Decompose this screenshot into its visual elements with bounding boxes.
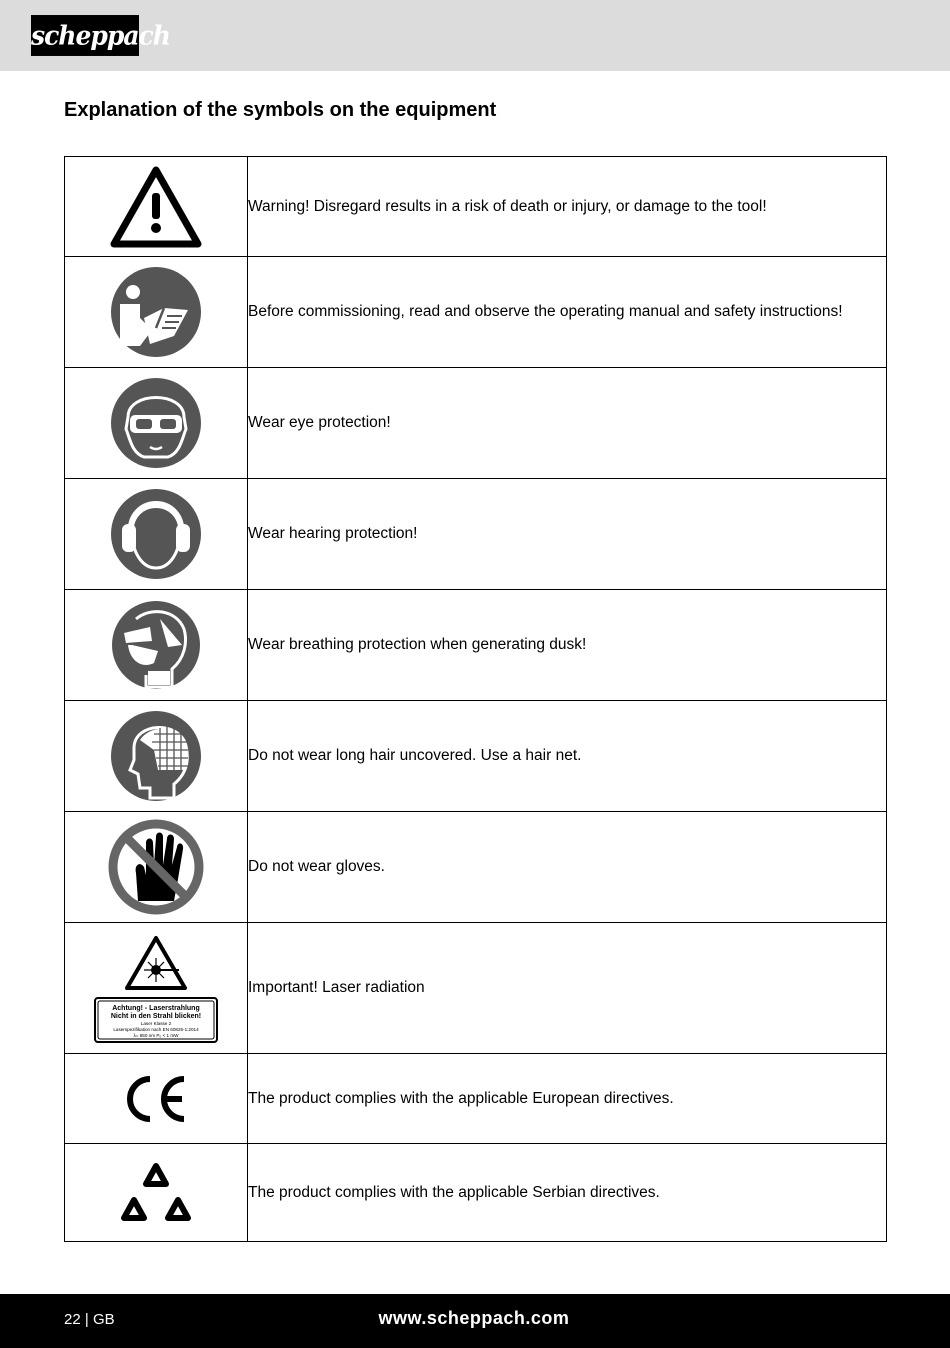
table-row	[65, 157, 887, 257]
serbian-conformity-icon	[118, 1160, 194, 1226]
table-row	[65, 1144, 887, 1242]
table-row	[65, 479, 887, 590]
table-row	[65, 1054, 887, 1144]
table-row	[65, 368, 887, 479]
page-header	[0, 0, 950, 71]
symbol-description: Warning! Disregard results in a risk of death or injury, or damage to the tool!	[248, 157, 887, 257]
laser-label-line: Laserspezifikation nach EN 60825-1:2014	[113, 1027, 199, 1032]
table-row	[65, 590, 887, 701]
symbol-description: Before commissioning, read and observe the operating manual and safety instructions!	[248, 257, 887, 368]
symbol-description: Do not wear long hair uncovered. Use a hair net.	[248, 701, 887, 812]
read-manual-icon	[110, 266, 202, 358]
table-row	[65, 701, 887, 812]
symbol-description: The product complies with the applicable European directives.	[248, 1054, 887, 1144]
laser-label-line: λ= 650 nm P₀ < 1 mW	[133, 1033, 179, 1038]
table-row	[65, 812, 887, 923]
table-row	[65, 257, 887, 368]
hearing-protection-icon	[110, 488, 202, 580]
page-footer	[0, 1294, 950, 1348]
page-title: Explanation of the symbols on the equipment	[64, 99, 497, 121]
laser-label-line: Nicht in den Strahl blicken!	[110, 1013, 202, 1020]
breathing-protection-icon	[110, 599, 202, 691]
symbol-description: Wear breathing protection when generating dusk!	[248, 590, 887, 701]
page-number: 22 | GB	[64, 1311, 115, 1328]
laser-warning-icon	[91, 932, 221, 1044]
symbol-description: Important! Laser radiation	[248, 923, 887, 1054]
symbol-description: Wear hearing protection!	[248, 479, 887, 590]
hair-net-icon	[110, 710, 202, 802]
scheppach-logo: scheppach	[31, 15, 139, 56]
warning-triangle-icon	[110, 166, 202, 248]
symbols-table	[64, 156, 887, 1242]
table-row	[65, 923, 887, 1054]
symbol-description: Wear eye protection!	[248, 368, 887, 479]
symbol-description: Do not wear gloves.	[248, 812, 887, 923]
ce-mark-icon	[120, 1073, 192, 1125]
laser-label-line: Achtung! - Laserstrahlung	[112, 1005, 200, 1012]
website-link[interactable]: www.scheppach.com	[378, 1308, 570, 1328]
laser-label-line: Laser Klasse 2	[140, 1021, 172, 1026]
eye-protection-icon	[110, 377, 202, 469]
symbol-description: The product complies with the applicable Serbian directives.	[248, 1144, 887, 1242]
no-gloves-icon	[106, 817, 206, 917]
